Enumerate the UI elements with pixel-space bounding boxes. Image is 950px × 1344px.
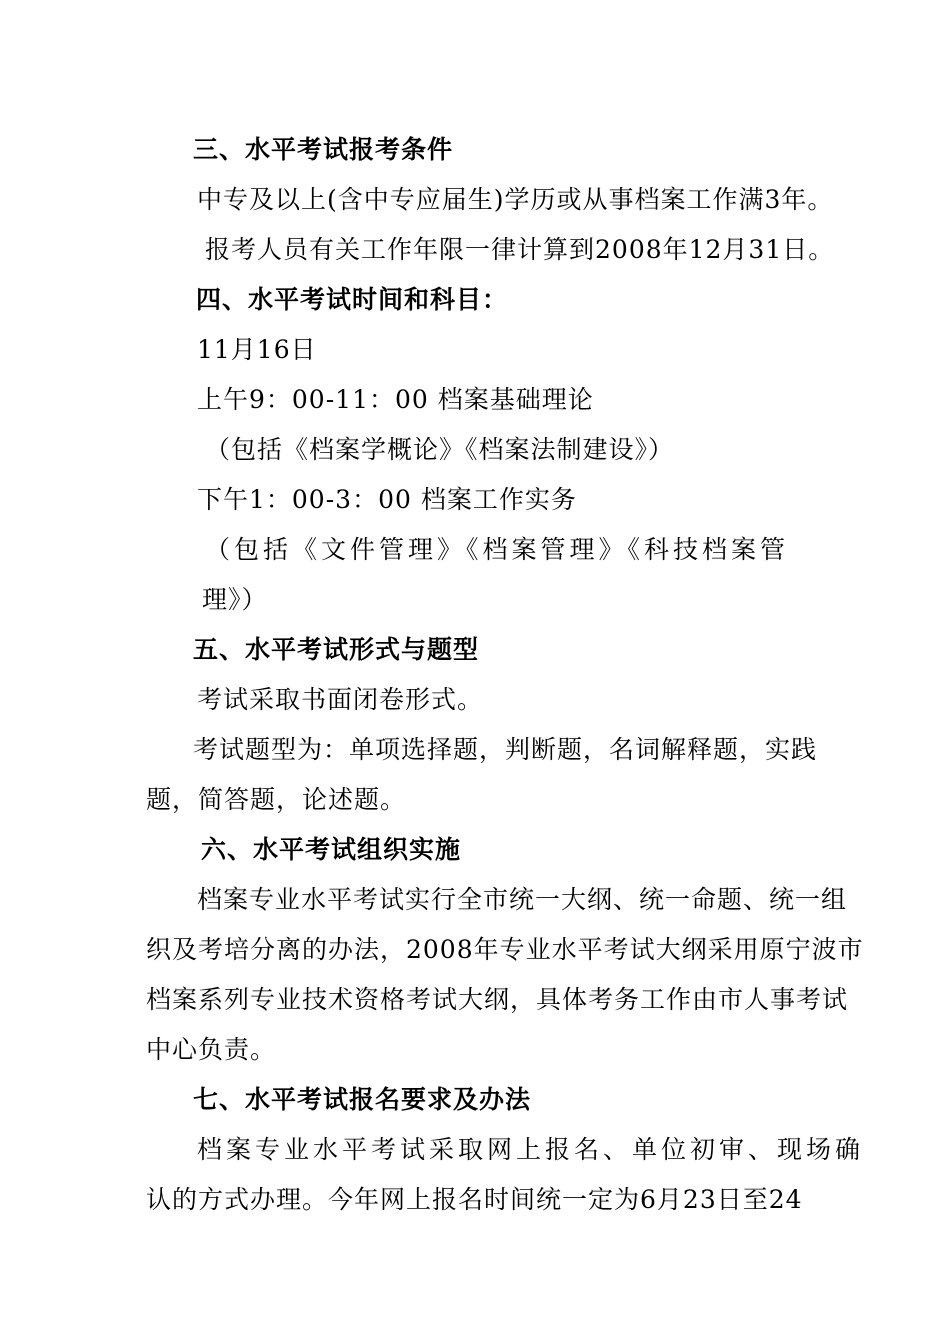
section-3-heading: 三、水平考试报考条件 [193, 135, 454, 164]
section-6-paragraph-line-1: 档案专业水平考试实行全市统一大纲、统一命题、统一组 [197, 885, 848, 914]
afternoon-session: 下午1：00-3：00 档案工作实务 [197, 485, 577, 514]
section-7-heading: 七、水平考试报名要求及办法 [193, 1085, 532, 1114]
section-4-heading: 四、水平考试时间和科目： [196, 285, 509, 314]
section-5-paragraph-2-line-2: 题，简答题，论述题。 [146, 785, 407, 814]
section-5-paragraph-1: 考试采取书面闭卷形式。 [197, 685, 484, 714]
exam-date: 11月16日 [197, 335, 317, 364]
section-6-paragraph-line-3: 档案系列专业技术资格考试大纲，具体考务工作由市人事考试 [146, 985, 849, 1014]
section-5-heading: 五、水平考试形式与题型 [193, 635, 480, 664]
morning-session-note: （包括《档案学概论》《档案法制建设》） [205, 435, 675, 464]
section-5-paragraph-2-line-1: 考试题型为：单项选择题，判断题，名词解释题，实践 [193, 735, 818, 764]
section-7-paragraph-line-1: 档案专业水平考试采取网上报名、单位初审、现场确 [197, 1135, 865, 1164]
section-7-paragraph-line-2: 认的方式办理。今年网上报名时间统一定为6月23日至24 [146, 1185, 803, 1214]
section-6-paragraph-line-4: 中心负责。 [146, 1035, 277, 1064]
section-3-paragraph-2: 报考人员有关工作年限一律计算到2008年12月31日。 [205, 235, 835, 264]
section-3-paragraph-1: 中专及以上(含中专应届生)学历或从事档案工作满3年。 [197, 185, 834, 214]
afternoon-session-note-line-2: 理》） [202, 585, 268, 614]
section-6-heading: 六、水平考试组织实施 [201, 835, 462, 864]
afternoon-session-note-line-1: （包括《文件管理》《档案管理》《科技档案管 [205, 535, 790, 564]
section-6-paragraph-line-2: 织及考培分离的办法，2008年专业水平考试大纲采用原宁波市 [146, 935, 864, 964]
morning-session: 上午9：00-11：00 档案基础理论 [197, 385, 594, 414]
